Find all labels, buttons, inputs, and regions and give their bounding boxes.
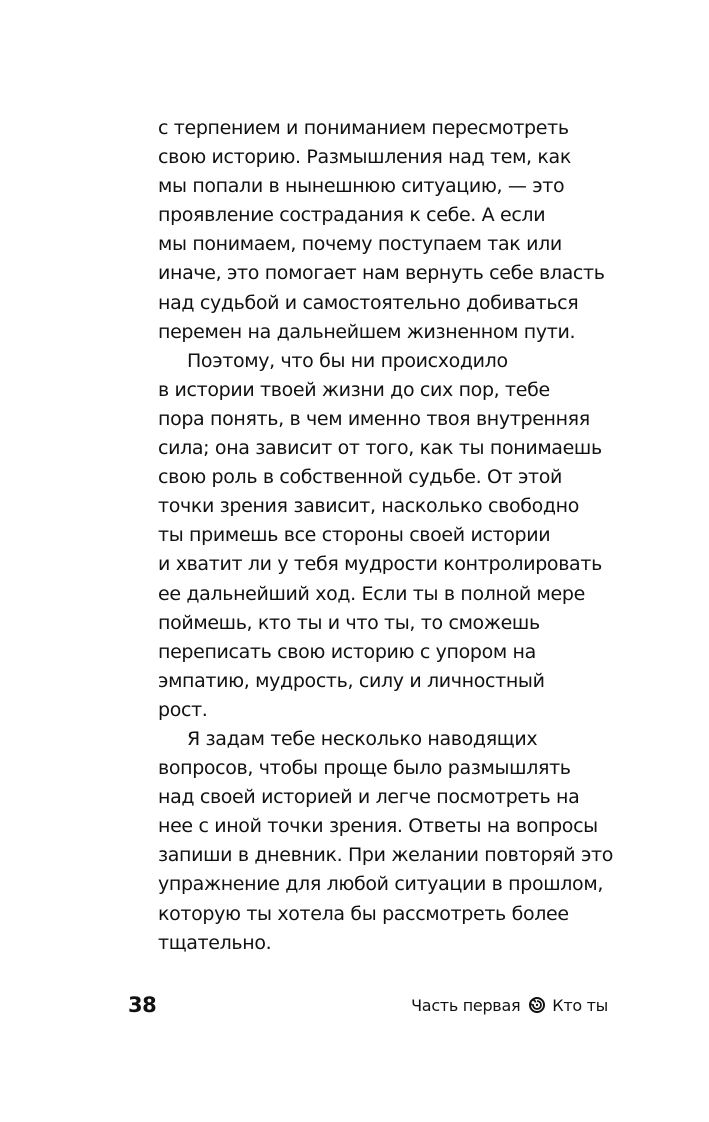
text-line: переписать свою историю с упором на: [158, 640, 536, 663]
page-footer: [128, 989, 608, 1021]
text-line: мы понимаем, почему поступаем так или: [158, 233, 562, 256]
text-line: над своей историей и легче посмотреть на: [158, 786, 580, 809]
text-line: тщательно.: [158, 931, 272, 954]
text-line: Поэтому, что бы ни происходило: [187, 349, 508, 372]
text-line: проявление сострадания к себе. А если: [158, 204, 546, 227]
text-line: упражнение для любой ситуации в прошлом,: [158, 873, 604, 896]
part-label: Часть первая: [411, 995, 521, 1015]
text-line: ее дальнейший ход. Если ты в полной мере: [158, 582, 585, 605]
text-line: вопросов, чтобы проще было размышлять: [158, 757, 571, 780]
running-head: [411, 996, 608, 1015]
text-line: иначе, это помогает нам вернуть себе власть: [158, 262, 605, 285]
text-line: мы попали в нынешнюю ситуацию, — это: [158, 175, 565, 198]
text-line: запиши в дневник. При желании повторяй это: [158, 844, 614, 867]
text-line: сила; она зависит от того, как ты понимаешь: [158, 437, 602, 460]
body-text: [158, 114, 618, 958]
chapter-label: Кто ты: [552, 995, 608, 1015]
text-line: перемен на дальнейшем жизненном пути.: [158, 320, 576, 343]
text-line: ты примешь все стороны своей истории: [158, 524, 551, 547]
text-line: пора понять, в чем именно твоя внутренняя: [158, 407, 590, 430]
text-line: поймешь, кто ты и что ты, то сможешь: [158, 611, 540, 634]
text-line: нее с иной точки зрения. Ответы на вопросы: [158, 815, 598, 838]
text-line: и хватит ли у тебя мудрости контролировать: [158, 553, 602, 576]
text-line: свою историю. Размышления над тем, как: [158, 146, 571, 169]
text-line: над судьбой и самостоятельно добиваться: [158, 291, 579, 314]
text-line: в истории твоей жизни до сих пор, тебе: [158, 378, 550, 401]
text-line: которую ты хотела бы рассмотреть более: [158, 902, 569, 925]
text-line: с терпением и пониманием пересмотреть: [158, 117, 569, 139]
spiral-ornament-icon: [529, 997, 545, 1013]
text-line: точки зрения зависит, насколько свободно: [158, 495, 579, 518]
text-line: эмпатию, мудрость, силу и личностный: [158, 669, 545, 692]
text-line: Я задам тебе несколько наводящих: [187, 727, 538, 750]
page-number: 38: [128, 993, 157, 1017]
text-line: свою роль в собственной судьбе. От этой: [158, 466, 563, 489]
text-line: рост.: [158, 698, 208, 721]
